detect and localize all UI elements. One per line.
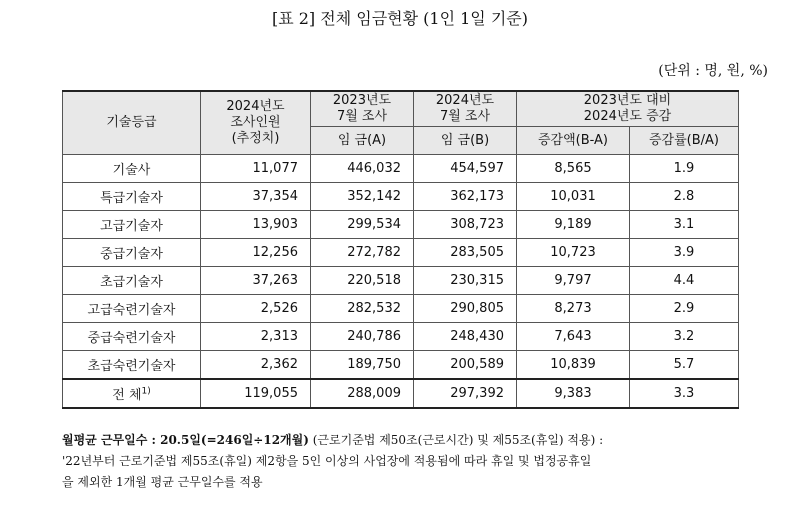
footnote-line1 <box>62 430 762 451</box>
cell-rate: 1.9 <box>630 155 739 183</box>
header-period-2023 <box>311 91 414 127</box>
total-diff: 9,383 <box>517 379 630 408</box>
header-period-2024-line2: 7월 조사 <box>439 109 491 124</box>
header-compare-line2: 2024년도 증감 <box>583 109 672 124</box>
table-row <box>63 295 739 323</box>
table-row <box>63 239 739 267</box>
cell-diff: 9,189 <box>517 211 630 239</box>
cell-diff: 10,031 <box>517 183 630 211</box>
cell-wage-b: 362,173 <box>414 183 517 211</box>
header-rate: 증감률(B/A) <box>630 127 739 155</box>
header-period-2024 <box>414 91 517 127</box>
header-compare <box>517 91 739 127</box>
total-rate: 3.3 <box>630 379 739 408</box>
cell-wage-b: 290,805 <box>414 295 517 323</box>
header-period-2023-line2: 7월 조사 <box>336 109 388 124</box>
cell-wage-a: 220,518 <box>311 267 414 295</box>
header-wage-b: 임 금(B) <box>414 127 517 155</box>
cell-rate: 3.9 <box>630 239 739 267</box>
header-period-2023-line1: 2023년도 <box>332 93 392 108</box>
total-label-cell <box>63 379 201 408</box>
header-compare-line1: 2023년도 대비 <box>583 93 672 108</box>
cell-wage-b: 283,505 <box>414 239 517 267</box>
cell-grade: 초급숙련기술자 <box>63 351 201 380</box>
cell-diff: 10,723 <box>517 239 630 267</box>
header-survey-line1: 2024년도 <box>226 99 285 114</box>
cell-wage-a: 299,534 <box>311 211 414 239</box>
footnote <box>62 430 762 493</box>
cell-count: 12,256 <box>201 239 311 267</box>
table-row <box>63 351 739 380</box>
total-wage-a: 288,009 <box>311 379 414 408</box>
header-wage-a: 임 금(A) <box>311 127 414 155</box>
cell-grade: 고급숙련기술자 <box>63 295 201 323</box>
table-title: [표 2] 전체 임금현황 (1인 1일 기준) <box>271 9 529 28</box>
cell-grade: 중급기술자 <box>63 239 201 267</box>
cell-diff: 9,797 <box>517 267 630 295</box>
total-label: 전 체 <box>112 388 142 403</box>
total-count: 119,055 <box>201 379 311 408</box>
cell-wage-b: 230,315 <box>414 267 517 295</box>
cell-rate: 5.7 <box>630 351 739 380</box>
header-row-1 <box>63 91 739 127</box>
cell-grade: 중급숙련기술자 <box>63 323 201 351</box>
cell-grade: 기술사 <box>63 155 201 183</box>
cell-rate: 3.2 <box>630 323 739 351</box>
header-survey-count <box>201 91 311 155</box>
cell-rate: 2.8 <box>630 183 739 211</box>
cell-grade: 초급기술자 <box>63 267 201 295</box>
cell-rate: 4.4 <box>630 267 739 295</box>
cell-wage-b: 308,723 <box>414 211 517 239</box>
wage-table <box>62 90 739 409</box>
header-diff: 증감액(B-A) <box>517 127 630 155</box>
header-period-2024-line1: 2024년도 <box>435 93 495 108</box>
cell-wage-a: 240,786 <box>311 323 414 351</box>
footnote-mark: 1) <box>141 386 151 397</box>
cell-count: 11,077 <box>201 155 311 183</box>
header-survey-line2: 조사인원 <box>230 115 281 130</box>
cell-wage-b: 200,589 <box>414 351 517 380</box>
cell-rate: 3.1 <box>630 211 739 239</box>
table-row <box>63 155 739 183</box>
cell-count: 37,354 <box>201 183 311 211</box>
cell-wage-a: 189,750 <box>311 351 414 380</box>
cell-diff: 10,839 <box>517 351 630 380</box>
total-row <box>63 379 739 408</box>
cell-wage-a: 352,142 <box>311 183 414 211</box>
footnote-line2: '22년부터 근로기준법 제55조(휴일) 제2항을 5인 이상의 사업장에 적용됨에 따라 휴일 및 법정공휴일 <box>62 454 592 468</box>
table-row <box>63 211 739 239</box>
footnote-rest: (근로기준법 제50조(근로시간) 및 제55조(휴일) 적용) : <box>308 433 604 447</box>
cell-count: 13,903 <box>201 211 311 239</box>
cell-diff: 7,643 <box>517 323 630 351</box>
cell-count: 2,313 <box>201 323 311 351</box>
header-grade: 기술등급 <box>63 91 201 155</box>
footnote-bold: 월평균 근무일수 : 20.5일(=246일÷12개월) <box>62 433 309 447</box>
header-survey-line3: (추정치) <box>231 131 280 146</box>
cell-wage-b: 248,430 <box>414 323 517 351</box>
cell-count: 37,263 <box>201 267 311 295</box>
cell-grade: 고급기술자 <box>63 211 201 239</box>
cell-rate: 2.9 <box>630 295 739 323</box>
cell-grade: 특급기술자 <box>63 183 201 211</box>
table-row <box>63 183 739 211</box>
table-row <box>63 323 739 351</box>
cell-diff: 8,565 <box>517 155 630 183</box>
total-wage-b: 297,392 <box>414 379 517 408</box>
cell-wage-a: 272,782 <box>311 239 414 267</box>
footnote-line3: 을 제외한 1개월 평균 근무일수를 적용 <box>62 475 263 489</box>
cell-wage-a: 446,032 <box>311 155 414 183</box>
cell-wage-a: 282,532 <box>311 295 414 323</box>
cell-diff: 8,273 <box>517 295 630 323</box>
unit-label: (단위 : 명, 원, %) <box>658 63 768 79</box>
table-row <box>63 267 739 295</box>
cell-count: 2,362 <box>201 351 311 380</box>
cell-count: 2,526 <box>201 295 311 323</box>
cell-wage-b: 454,597 <box>414 155 517 183</box>
